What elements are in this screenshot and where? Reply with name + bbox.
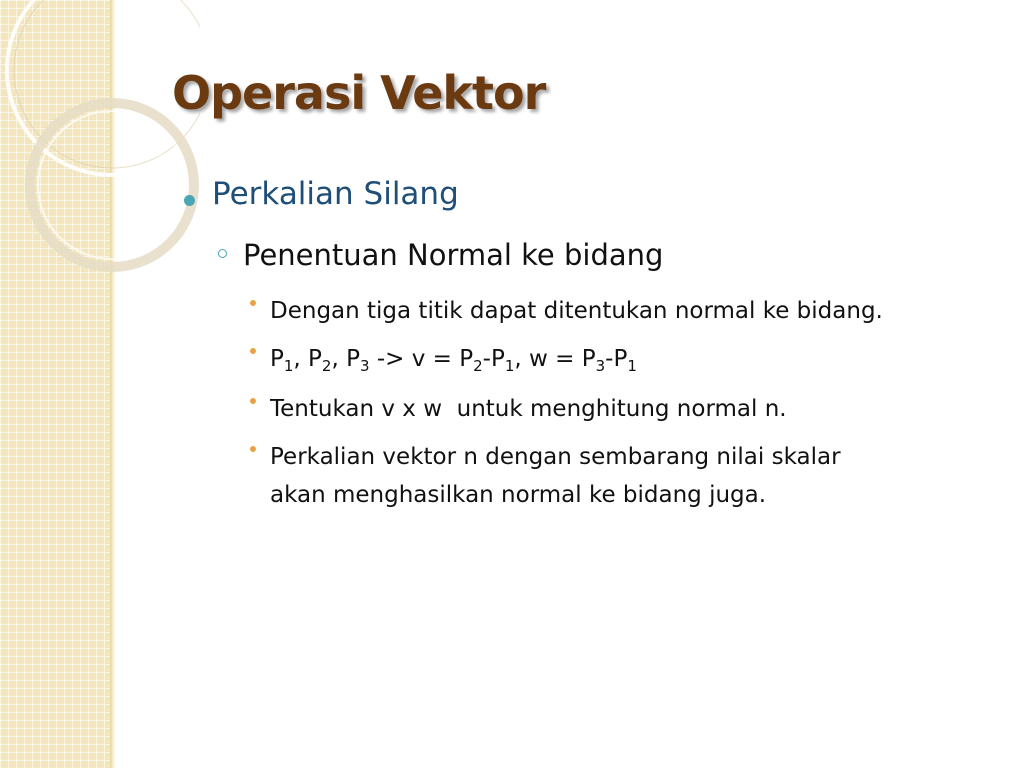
bullet-level3-text: Dengan tiga titik dapat ditentukan normal ke bidang.	[270, 298, 883, 324]
small-dot-bullet-icon	[250, 300, 256, 306]
decorative-circles	[0, 0, 200, 320]
small-dot-bullet-icon	[250, 446, 256, 452]
bullet-level3-text: Tentukan v x w untuk menghitung normal n.	[270, 396, 787, 422]
deco-circle-small-inner	[38, 111, 186, 259]
bullet-level3-text: Perkalian vektor n dengan sembarang nilai skalar akan menghasilkan normal ke bidang juga.	[270, 444, 841, 508]
deco-circle-small	[30, 103, 194, 267]
formula-text: $P_1$, $P_2$, $P_3 -> v = P_2-P_1$, $w = P_3-P_1$	[270, 346, 637, 375]
bullet-level2-text: Penentuan Normal ke bidang	[243, 238, 664, 272]
small-dot-bullet-icon	[250, 398, 256, 404]
small-dot-bullet-icon	[250, 348, 256, 354]
hollow-circle-bullet-icon	[218, 249, 227, 258]
filled-circle-bullet-icon	[184, 195, 195, 206]
slide-title: Operasi Vektor	[172, 66, 546, 120]
bullet-level1-text: Perkalian Silang	[212, 176, 459, 212]
